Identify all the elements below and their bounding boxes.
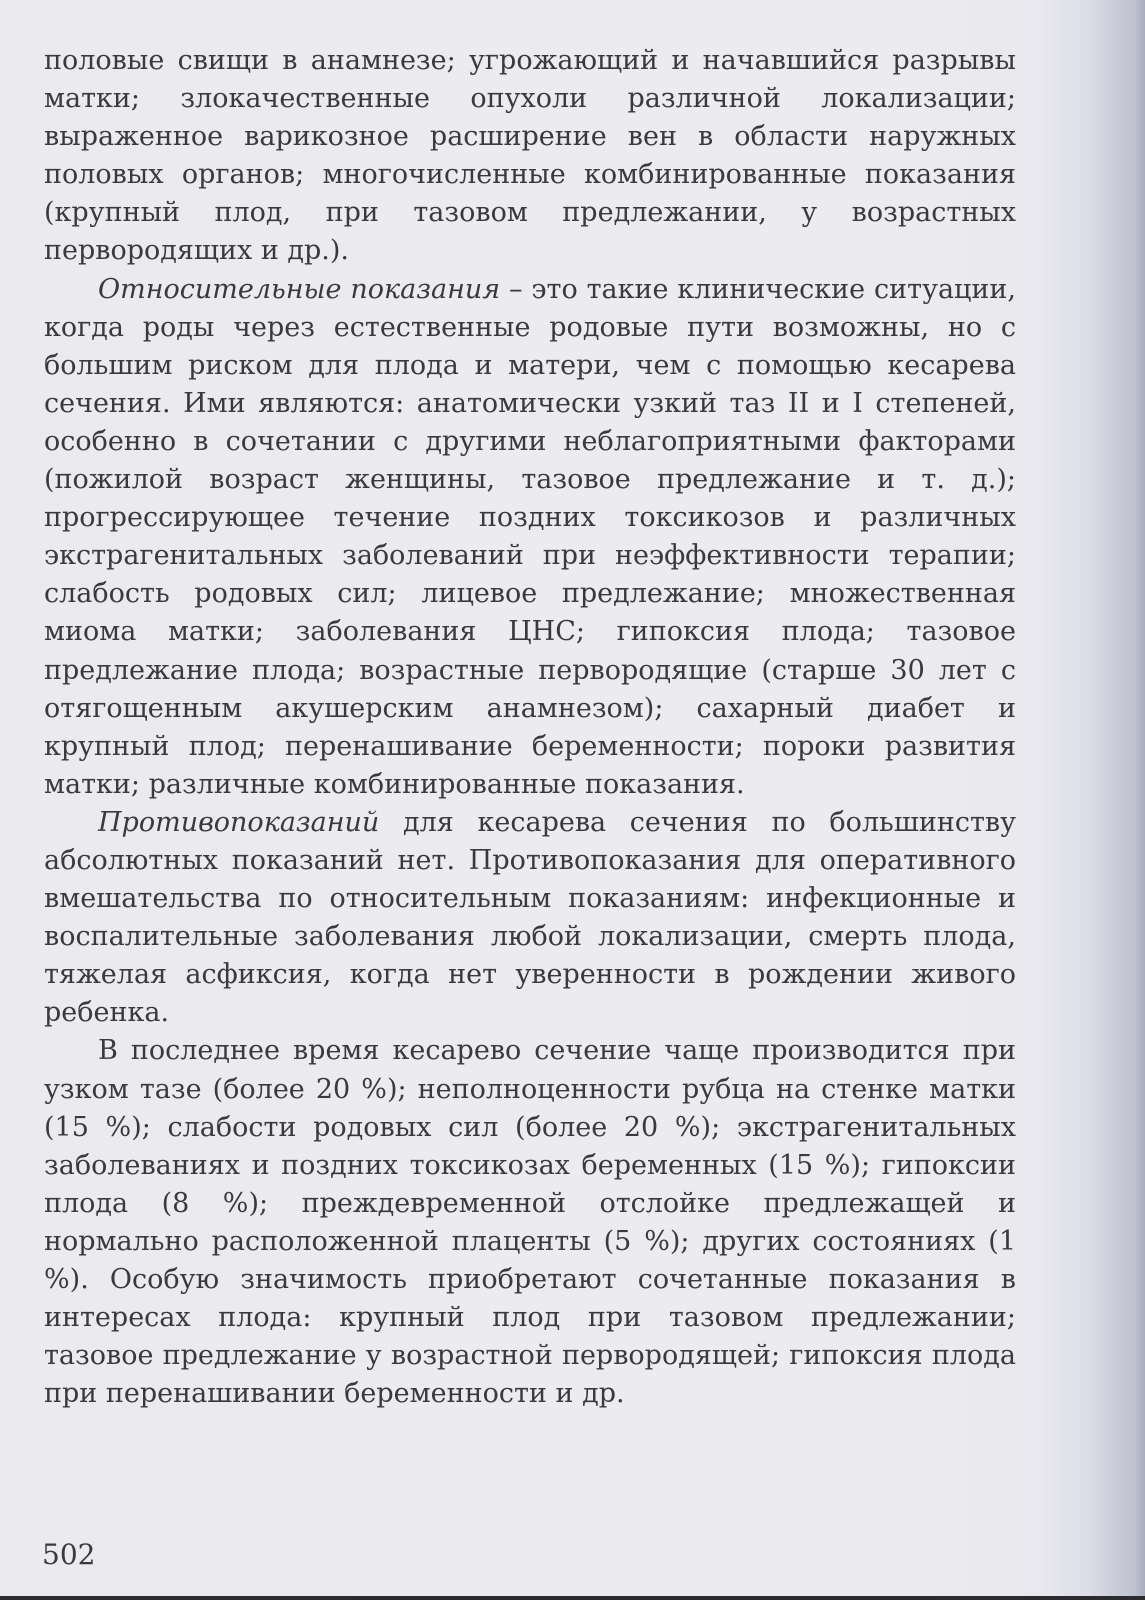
italic-term: Относительные показания (98, 273, 501, 305)
paragraph-text: для кесарева сечения по большинству абсолютных показаний нет. Противопоказания для оперативного вмешательства по относительным показаниям: инфекционные и воспалительные заболевания любой локализации, смерть плода, тяжелая асфиксия, когда нет уверенности в рождении живого ребенка. (44, 806, 1016, 1029)
paragraph-text: – это такие клинические ситуации, когда роды через естественные родовые пути возможны, но с большим риском для плода и матери, чем с помощью кесарева сечения. Ими являются: анатомически узкий таз II и I степеней, особенно в сочетании с другими неблагоприятными факторами (пожилой возраст женщины, тазовое предлежание и т. д.); прогрессирующее течение поздних токсикозов и различных экстрагенитальных заболеваний при неэффективности терапии; слабость родовых сил; лицевое предлежание; множественная миома матки; заболевания ЦНС; гипоксия плода; тазовое предлежание плода; возрастные первородящие (старше 30 лет с отягощенным акушерским анамнезом); сахарный диабет и крупный плод; перенашивание беременности; пороки развития матки; различные комбинированные показания. (44, 273, 1016, 800)
paragraph-text: В последнее время кесарево сечение чаще производится при узком тазе (более 20 %); неполноценности рубца на стенке матки (15 %); слабости родовых сил (более 20 %); экстрагенитальных заболеваниях и поздних токсикозах беременных (15 %); гипоксии плода (8 %); преждевременной отслойке предлежащей и нормально расположенной плаценты (5 %); других состояниях (1 %). Особую значимость приобретают сочетанные показания в интересах плода: крупный плод при тазовом предлежании; тазовое предлежание у возрастной первородящей; гипоксия плода при перенашивании беременности и др. (44, 1035, 1016, 1410)
bottom-edge (0, 1596, 1145, 1600)
paragraph-absolute-indications-end (44, 42, 1016, 271)
paragraph-contraindications (44, 804, 1016, 1033)
paragraph-statistics (44, 1032, 1016, 1413)
body-text (44, 42, 1016, 1413)
paragraph-relative-indications (44, 271, 1016, 804)
page-number: 502 (42, 1538, 96, 1571)
paragraph-text: половые свищи в анамнезе; угрожающий и начавшийся разрывы матки; злокачественные опухоли различной локализации; выраженное варикозное расширение вен в области наружных половых органов; многочисленные комбинированные показания (крупный плод, при тазовом предлежании, у возрастных первородящих и др.). (44, 45, 1016, 267)
italic-term: Противопоказаний (98, 806, 380, 838)
page-edge-shadow (1135, 0, 1145, 1600)
